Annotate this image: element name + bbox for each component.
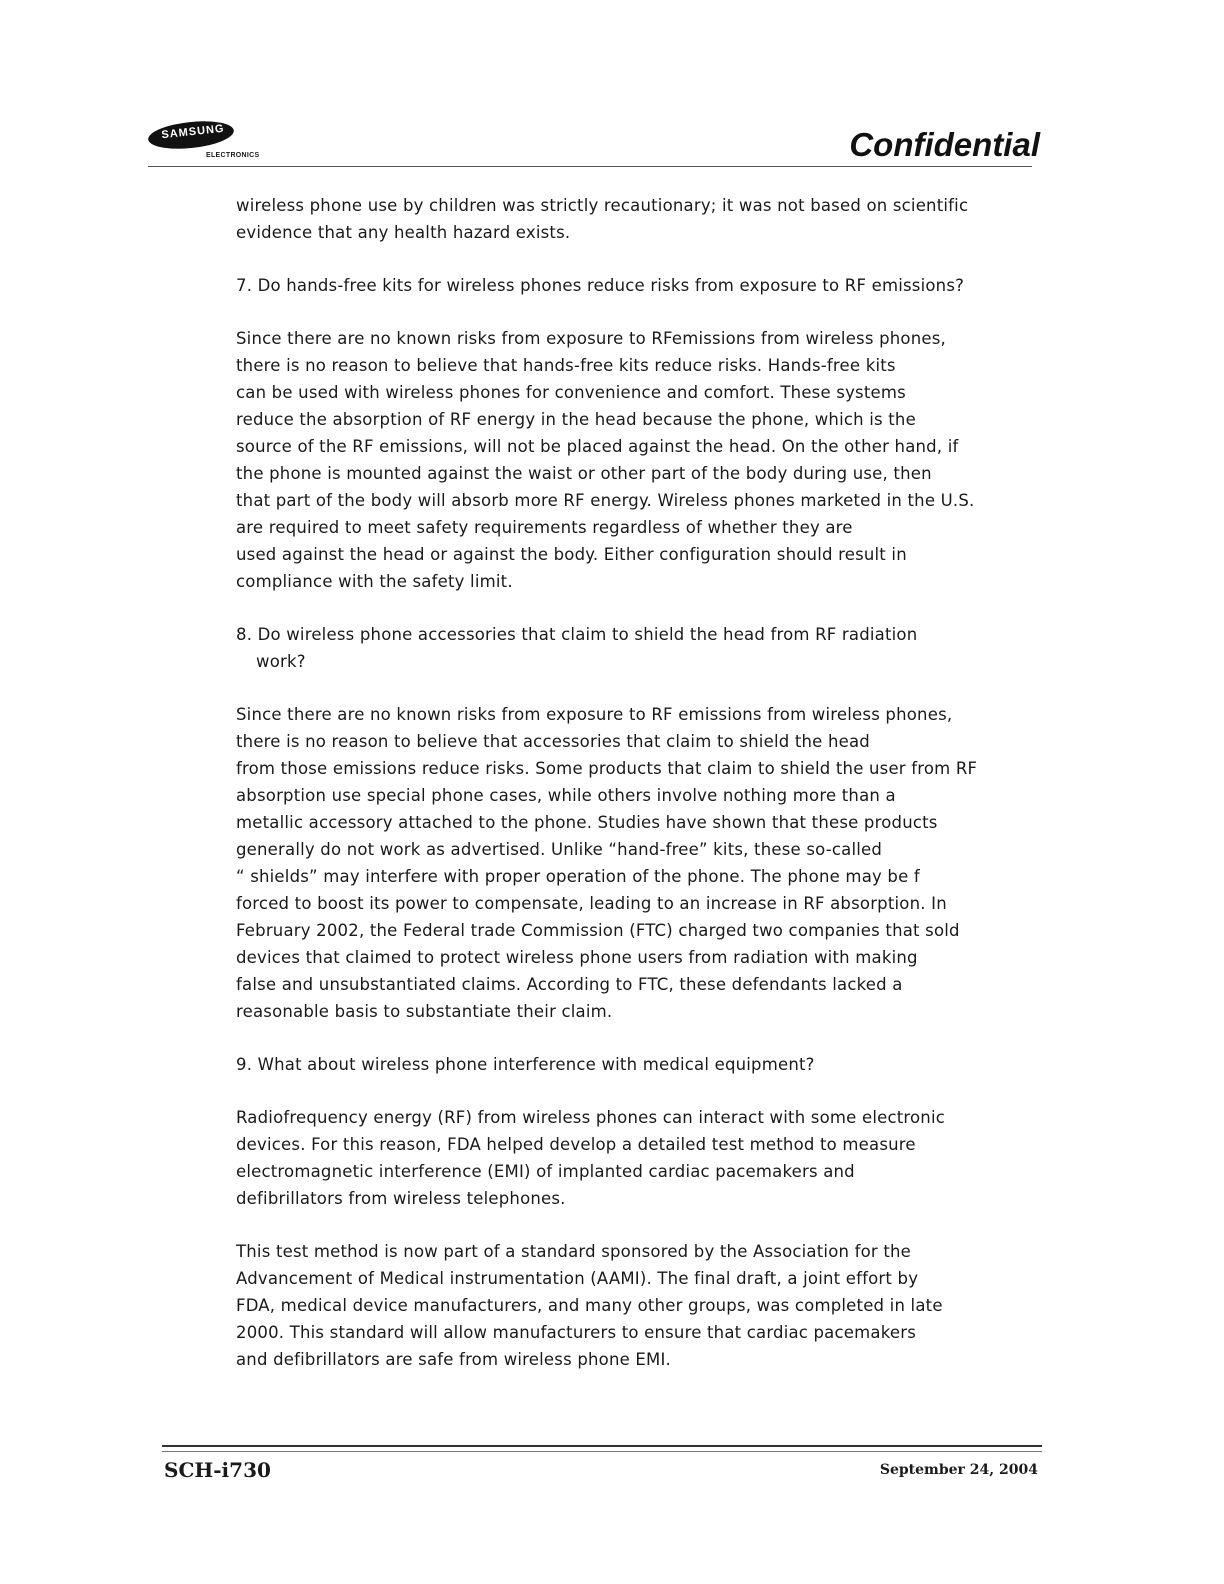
text-line: absorption use special phone cases, while others involve nothing more than a (236, 786, 896, 805)
text-line: metallic accessory attached to the phone. Studies have shown that these products (236, 813, 938, 832)
footer-model: SCH-i730 (164, 1458, 271, 1482)
answer-8 (236, 701, 1006, 1025)
text-line: Advancement of Medical instrumentation (AAMI). The final draft, a joint effort by (236, 1269, 919, 1288)
text-line: that part of the body will absorb more RF energy. Wireless phones marketed in the U.S. (236, 491, 975, 510)
answer-7 (236, 325, 1006, 595)
text-line: February 2002, the Federal trade Commission (FTC) charged two companies that sold (236, 921, 960, 940)
text-line: used against the head or against the body. Either configuration should result in (236, 545, 907, 564)
samsung-logo (148, 122, 298, 164)
page-header (148, 110, 1040, 170)
question-9 (236, 1051, 1006, 1078)
text-line: Radiofrequency energy (RF) from wireless phones can interact with some electronic (236, 1108, 946, 1127)
text-line: devices. For this reason, FDA helped develop a detailed test method to measure (236, 1135, 916, 1154)
answer-9-part-1 (236, 1104, 1006, 1212)
text-line: defibrillators from wireless telephones. (236, 1189, 566, 1208)
text-line: wireless phone use by children was strictly recautionary; it was not based on scientific (236, 196, 969, 215)
text-line: reasonable basis to substantiate their claim. (236, 1002, 613, 1021)
text-line: 2000. This standard will allow manufacturers to ensure that cardiac pacemakers (236, 1323, 916, 1342)
text-line: there is no reason to believe that hands-free kits reduce risks. Hands-free kits (236, 356, 896, 375)
footer-divider (162, 1445, 1042, 1447)
text-line: Since there are no known risks from exposure to RFemissions from wireless phones, (236, 329, 946, 348)
text-line: FDA, medical device manufacturers, and many other groups, was completed in late (236, 1296, 943, 1315)
text-line: evidence that any health hazard exists. (236, 223, 571, 242)
text-line: generally do not work as advertised. Unlike “hand-free” kits, these so-called (236, 840, 883, 859)
question-7 (236, 272, 1006, 299)
text-line: are required to meet safety requirements regardless of whether they are (236, 518, 853, 537)
text-line: 8. Do wireless phone accessories that claim to shield the head from RF radiation (236, 625, 918, 644)
document-body (236, 192, 1006, 1399)
answer-9-part-2 (236, 1238, 1006, 1373)
paragraph-intro (236, 192, 1006, 246)
text-line: forced to boost its power to compensate, leading to an increase in RF absorption. In (236, 894, 947, 913)
text-line: Since there are no known risks from exposure to RF emissions from wireless phones, (236, 705, 953, 724)
text-line: “ shields” may interfere with proper operation of the phone. The phone may be f (236, 867, 920, 886)
footer-date: September 24, 2004 (879, 1462, 1038, 1478)
text-line: work? (256, 652, 306, 671)
text-line: 7. Do hands-free kits for wireless phones reduce risks from exposure to RF emissions? (236, 276, 965, 295)
text-line: This test method is now part of a standard sponsored by the Association for the (236, 1242, 912, 1261)
text-line: electromagnetic interference (EMI) of implanted cardiac pacemakers and (236, 1162, 855, 1181)
text-line: reduce the absorption of RF energy in the head because the phone, which is the (236, 410, 916, 429)
text-line: the phone is mounted against the waist or other part of the body during use, then (236, 464, 932, 483)
text-line: and defibrillators are safe from wireless phone EMI. (236, 1350, 671, 1369)
logo-wordmark: SAMSUNG (160, 122, 226, 142)
logo-subtitle: ELECTRONICS (206, 152, 260, 159)
text-line: compliance with the safety limit. (236, 572, 513, 591)
confidential-label: Confidential (849, 126, 1040, 163)
header-divider (148, 166, 1032, 167)
text-line: 9. What about wireless phone interference with medical equipment? (236, 1055, 815, 1074)
text-line: can be used with wireless phones for convenience and comfort. These systems (236, 383, 906, 402)
text-line: false and unsubstantiated claims. According to FTC, these defendants lacked a (236, 975, 903, 994)
text-line: source of the RF emissions, will not be placed against the head. On the other hand, if (236, 437, 959, 456)
text-line: devices that claimed to protect wireless phone users from radiation with making (236, 948, 918, 967)
text-line: there is no reason to believe that accessories that claim to shield the head (236, 732, 870, 751)
text-line: from those emissions reduce risks. Some products that claim to shield the user from RF (236, 759, 978, 778)
question-8 (236, 621, 1006, 675)
footer-divider-thin (162, 1451, 1042, 1452)
